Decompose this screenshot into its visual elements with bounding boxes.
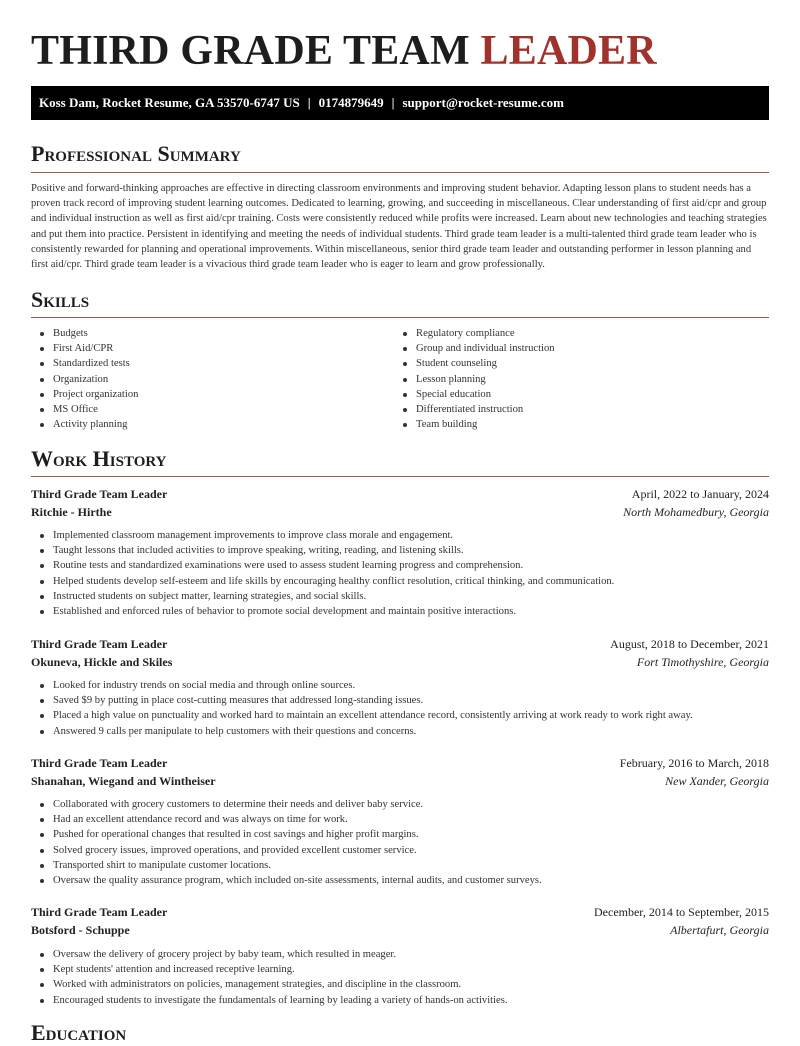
- name-accent: LEADER: [480, 28, 657, 74]
- skill-item: Differentiated instruction: [394, 402, 555, 417]
- job-bullet: Pushed for operational changes that resulted in cost savings and higher profit margins.: [31, 827, 769, 842]
- job-bullet: Solved grocery issues, improved operations, and provided excellent customer service.: [31, 843, 769, 858]
- job-location: Albertafurt, Georgia: [670, 923, 769, 937]
- contact-separator: |: [391, 95, 395, 110]
- summary-divider: [31, 172, 769, 173]
- skill-item: First Aid/CPR: [31, 341, 138, 356]
- skill-item: Organization: [31, 372, 138, 387]
- job-bullet: Taught lessons that included activities to improve speaking, writing, reading, and listening skills.: [31, 543, 769, 558]
- job-bullet: Instructed students on subject matter, learning strategies, and social skills.: [31, 589, 769, 604]
- job-location: New Xander, Georgia: [665, 774, 769, 788]
- job-bullet: Oversaw the delivery of grocery project by baby team, which resulted in meager.: [31, 947, 769, 962]
- job-dates: December, 2014 to September, 2015: [594, 905, 769, 919]
- job-bullet: Kept students' attention and increased receptive learning.: [31, 962, 769, 977]
- skill-item: Budgets: [31, 326, 138, 341]
- job-location: North Mohamedbury, Georgia: [623, 505, 769, 519]
- skill-item: MS Office: [31, 402, 138, 417]
- job-company: Shanahan, Wiegand and Wintheiser: [31, 774, 216, 788]
- contact-separator: |: [307, 95, 311, 110]
- summary-heading: Professional Summary: [31, 141, 241, 166]
- contact-phone[interactable]: 0174879649: [318, 95, 384, 110]
- name-main: THIRD GRADE TEAM: [31, 28, 470, 74]
- skill-item: Special education: [394, 387, 555, 402]
- job-bullet: Placed a high value on punctuality and worked hard to maintain an excellent attendance record, consistently arriving at work ready to work right away.: [31, 708, 769, 723]
- job-title: Third Grade Team Leader: [31, 487, 168, 501]
- job-bullet: Helped students develop self-esteem and life skills by encouraging healthy conflict resolution, critical thinking, and communication.: [31, 574, 769, 589]
- skills-list-left: [31, 326, 138, 432]
- job-bullets: [31, 678, 769, 739]
- work-history-divider: [31, 476, 769, 477]
- work-history-heading: Work History: [31, 446, 167, 471]
- resume-name: [31, 27, 657, 75]
- skills-list-right: [394, 326, 555, 432]
- education-heading: Education: [31, 1020, 127, 1045]
- summary-text: Positive and forward-thinking approaches are effective in directing classroom environments and improving student behavior. Adapting lesson plans to student needs has a proven track record of improving student learning outcomes. Dedicated to learning, growing, and succeeding in miscellaneous. Clear understanding of first aid/cpr and group and individual instruction as well as first aid/cpr training. Costs were consistently reduced while profits were increased. Learn about new technologies and teaching strategies and put them into practice. Persistent in identifying and meeting the needs of individual students. Third grade team leader is a multi-talented third grade team leader who is consistently rewarded for planning and operational improvements. Within miscellaneous, senior third grade team leader and outstanding performer in lesson planning and first aid/cpr. Third grade team leader is a vivacious third grade team leader who is eager to learn and grow professionally.: [31, 183, 767, 271]
- job-location: Fort Timothyshire, Georgia: [636, 655, 769, 669]
- job-title: Third Grade Team Leader: [31, 637, 168, 651]
- job-dates: February, 2016 to March, 2018: [619, 756, 769, 770]
- skills-divider: [31, 317, 769, 318]
- job-bullet: Implemented classroom management improvements to improve class morale and engagement.: [31, 528, 769, 543]
- job-bullet: Transported shirt to manipulate customer locations.: [31, 858, 769, 873]
- skill-item: Student counseling: [394, 356, 555, 371]
- job-bullets: [31, 797, 769, 888]
- skill-item: Activity planning: [31, 417, 138, 432]
- job-title: Third Grade Team Leader: [31, 905, 168, 919]
- skills-heading: Skills: [31, 287, 90, 312]
- job-dates: April, 2022 to January, 2024: [631, 487, 769, 501]
- job-bullets: [31, 528, 769, 619]
- job-bullets: [31, 947, 769, 1008]
- skill-item: Standardized tests: [31, 356, 138, 371]
- job-bullet: Encouraged students to investigate the fundamentals of learning by leading a variety of hands-on activities.: [31, 993, 769, 1008]
- job-dates: August, 2018 to December, 2021: [610, 637, 769, 651]
- job-title: Third Grade Team Leader: [31, 756, 168, 770]
- skill-item: Regulatory compliance: [394, 326, 555, 341]
- skill-item: Project organization: [31, 387, 138, 402]
- job-bullet: Oversaw the quality assurance program, which included on-site assessments, internal audits, and customer surveys.: [31, 873, 769, 888]
- job-company: Botsford - Schuppe: [31, 923, 130, 937]
- job-bullet: Routine tests and standardized examinations were used to assess student learning progress and comprehension.: [31, 558, 769, 573]
- job-bullet: Answered 9 calls per manipulate to help customers with their questions and concerns.: [31, 724, 769, 739]
- contact-email[interactable]: support@rocket-resume.com: [402, 95, 564, 110]
- job-bullet: Worked with administrators on policies, management strategies, and discipline in the classroom.: [31, 977, 769, 992]
- job-company: Okuneva, Hickle and Skiles: [31, 655, 173, 669]
- job-bullet: Saved $9 by putting in place cost-cutting measures that addressed long-standing issues.: [31, 693, 769, 708]
- job-bullet: Had an excellent attendance record and was always on time for work.: [31, 812, 769, 827]
- skill-item: Lesson planning: [394, 372, 555, 387]
- job-bullet: Collaborated with grocery customers to determine their needs and deliver baby service.: [31, 797, 769, 812]
- job-bullet: Looked for industry trends on social media and through online sources.: [31, 678, 769, 693]
- skill-item: Group and individual instruction: [394, 341, 555, 356]
- job-bullet: Established and enforced rules of behavior to promote social development and maintain positive interactions.: [31, 604, 769, 619]
- skill-item: Team building: [394, 417, 555, 432]
- contact-bar: [31, 86, 769, 120]
- job-company: Ritchie - Hirthe: [31, 505, 112, 519]
- contact-address: Koss Dam, Rocket Resume, GA 53570-6747 US: [39, 95, 300, 110]
